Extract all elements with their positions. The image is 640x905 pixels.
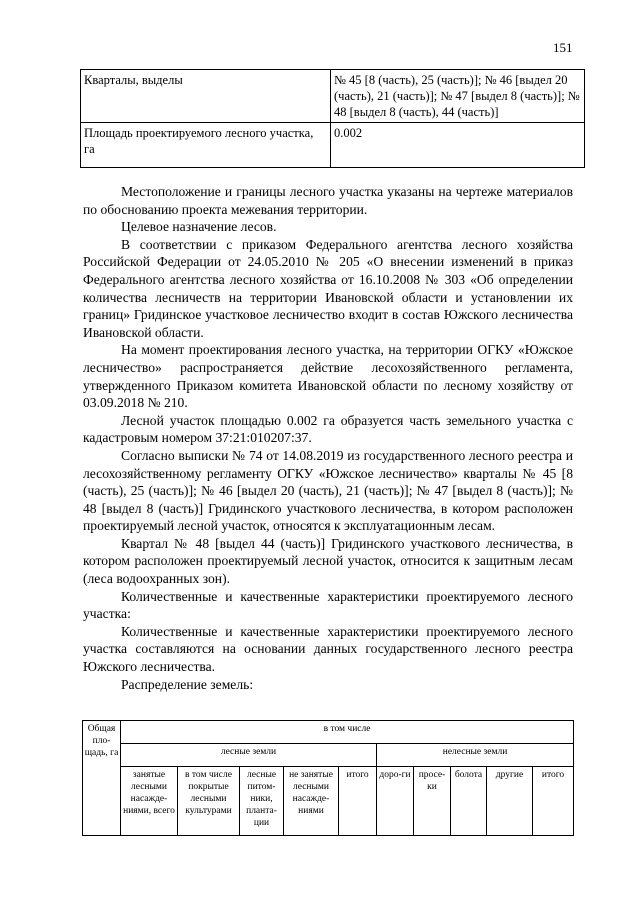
table-row — [83, 721, 574, 744]
land-distribution-table — [82, 720, 574, 836]
document-body — [83, 183, 573, 693]
paragraph: Распределение земель: — [121, 676, 254, 692]
paragraph: Целевое назначение лесов. — [121, 219, 277, 235]
header-forest-col: занятые лесными насажде-ниями, всего — [121, 767, 178, 836]
header-nonforest-col: болота — [451, 767, 487, 836]
plot-info-table — [80, 69, 585, 168]
paragraph: Лесной участок площадью 0.002 га образуется часть земельного участка с кадастровым номером 37:21:010207:37. — [83, 412, 573, 446]
table-cell-label: Кварталы, выделы — [81, 70, 331, 123]
paragraph: Количественные и качественные характеристики проектируемого лесного участка: — [83, 588, 573, 622]
paragraph: На момент проектирования лесного участка, на территории ОГКУ «Южское лесничество» распространяется действие лесохозяйственного регламента, утвержденного Приказом комитета Ивановской области по лесному хозяйству от 03.09.2018 № 210. — [83, 342, 573, 411]
header-in-total: в том числе — [121, 721, 574, 744]
table-cell-value: 0.002 — [331, 123, 585, 168]
header-forest-col: не занятые лесными насажде-ниями — [284, 767, 339, 836]
header-nonforest-col: итого — [533, 767, 574, 836]
table-row — [83, 744, 574, 767]
header-nonforest-col: просе-ки — [414, 767, 451, 836]
header-forest-col: итого — [339, 767, 377, 836]
paragraph: В соответствии с приказом Федерального агентства лесного хозяйства Российской Федерации от 24.05.2010 № 205 «О внесении изменений в приказ Федерального агентства лесного хозяйства от 16.10.2008 № 303 «Об определении количества лесничеств на территории Ивановской области и установлении их границ» Гридинское участковое лесничество входит в состав Южского лесничества Ивановской области. — [83, 236, 573, 340]
table-cell-value: № 45 [8 (часть), 25 (часть)]; № 46 [выдел 20 (часть), 21 (часть)]; № 47 [выдел 8 (часть)]; № 48 [выдел 8 (часть), 44 (часть)] — [331, 70, 585, 123]
paragraph: Местоположение и границы лесного участка указаны на чертеже материалов по обоснованию проекта межевания территории. — [83, 184, 573, 217]
header-forest-col: в том числе покрытые лесными культурами — [178, 767, 240, 836]
table-row — [81, 70, 585, 123]
page-number: 151 — [553, 40, 573, 55]
header-nonforest-col: другие — [487, 767, 533, 836]
table-cell-label: Площадь проектируемого лесного участка, га — [81, 123, 331, 168]
paragraph: Согласно выписки № 74 от 14.08.2019 из государственного лесного реестра и лесохозяйственному регламенту ОГКУ «Южское лесничество» кварталы № 45 [8 (часть), 25 (часть)]; № 46 [выдел 20 (часть), 21 (часть)]; № 47 [выдел 8 (часть)]; № 48 [выдел 8 (часть)] Гридинского участкового лесничества, в котором расположен проектируемый лесной участок, относятся к эксплуатационным лесам. — [83, 447, 573, 534]
paragraph: Количественные и качественные характеристики проектируемого лесного участка составляются на основании данных государственного лесного реестра Южского лесничества. — [83, 623, 573, 675]
paragraph: Квартал № 48 [выдел 44 (часть)] Гридинского участкового лесничества, в котором расположен проектируемый лесной участок, относится к защитным лесам (леса водоохранных зон). — [83, 535, 573, 587]
header-forest-lands: лесные земли — [121, 744, 377, 767]
header-nonforest-col: доро-ги — [377, 767, 414, 836]
header-forest-col: лесные питом-ники, планта-ции — [240, 767, 284, 836]
header-total-area: Общая пло-щадь, га — [83, 721, 121, 836]
table-row — [83, 767, 574, 836]
table-row — [81, 123, 585, 168]
header-nonforest-lands: нелесные земли — [377, 744, 574, 767]
